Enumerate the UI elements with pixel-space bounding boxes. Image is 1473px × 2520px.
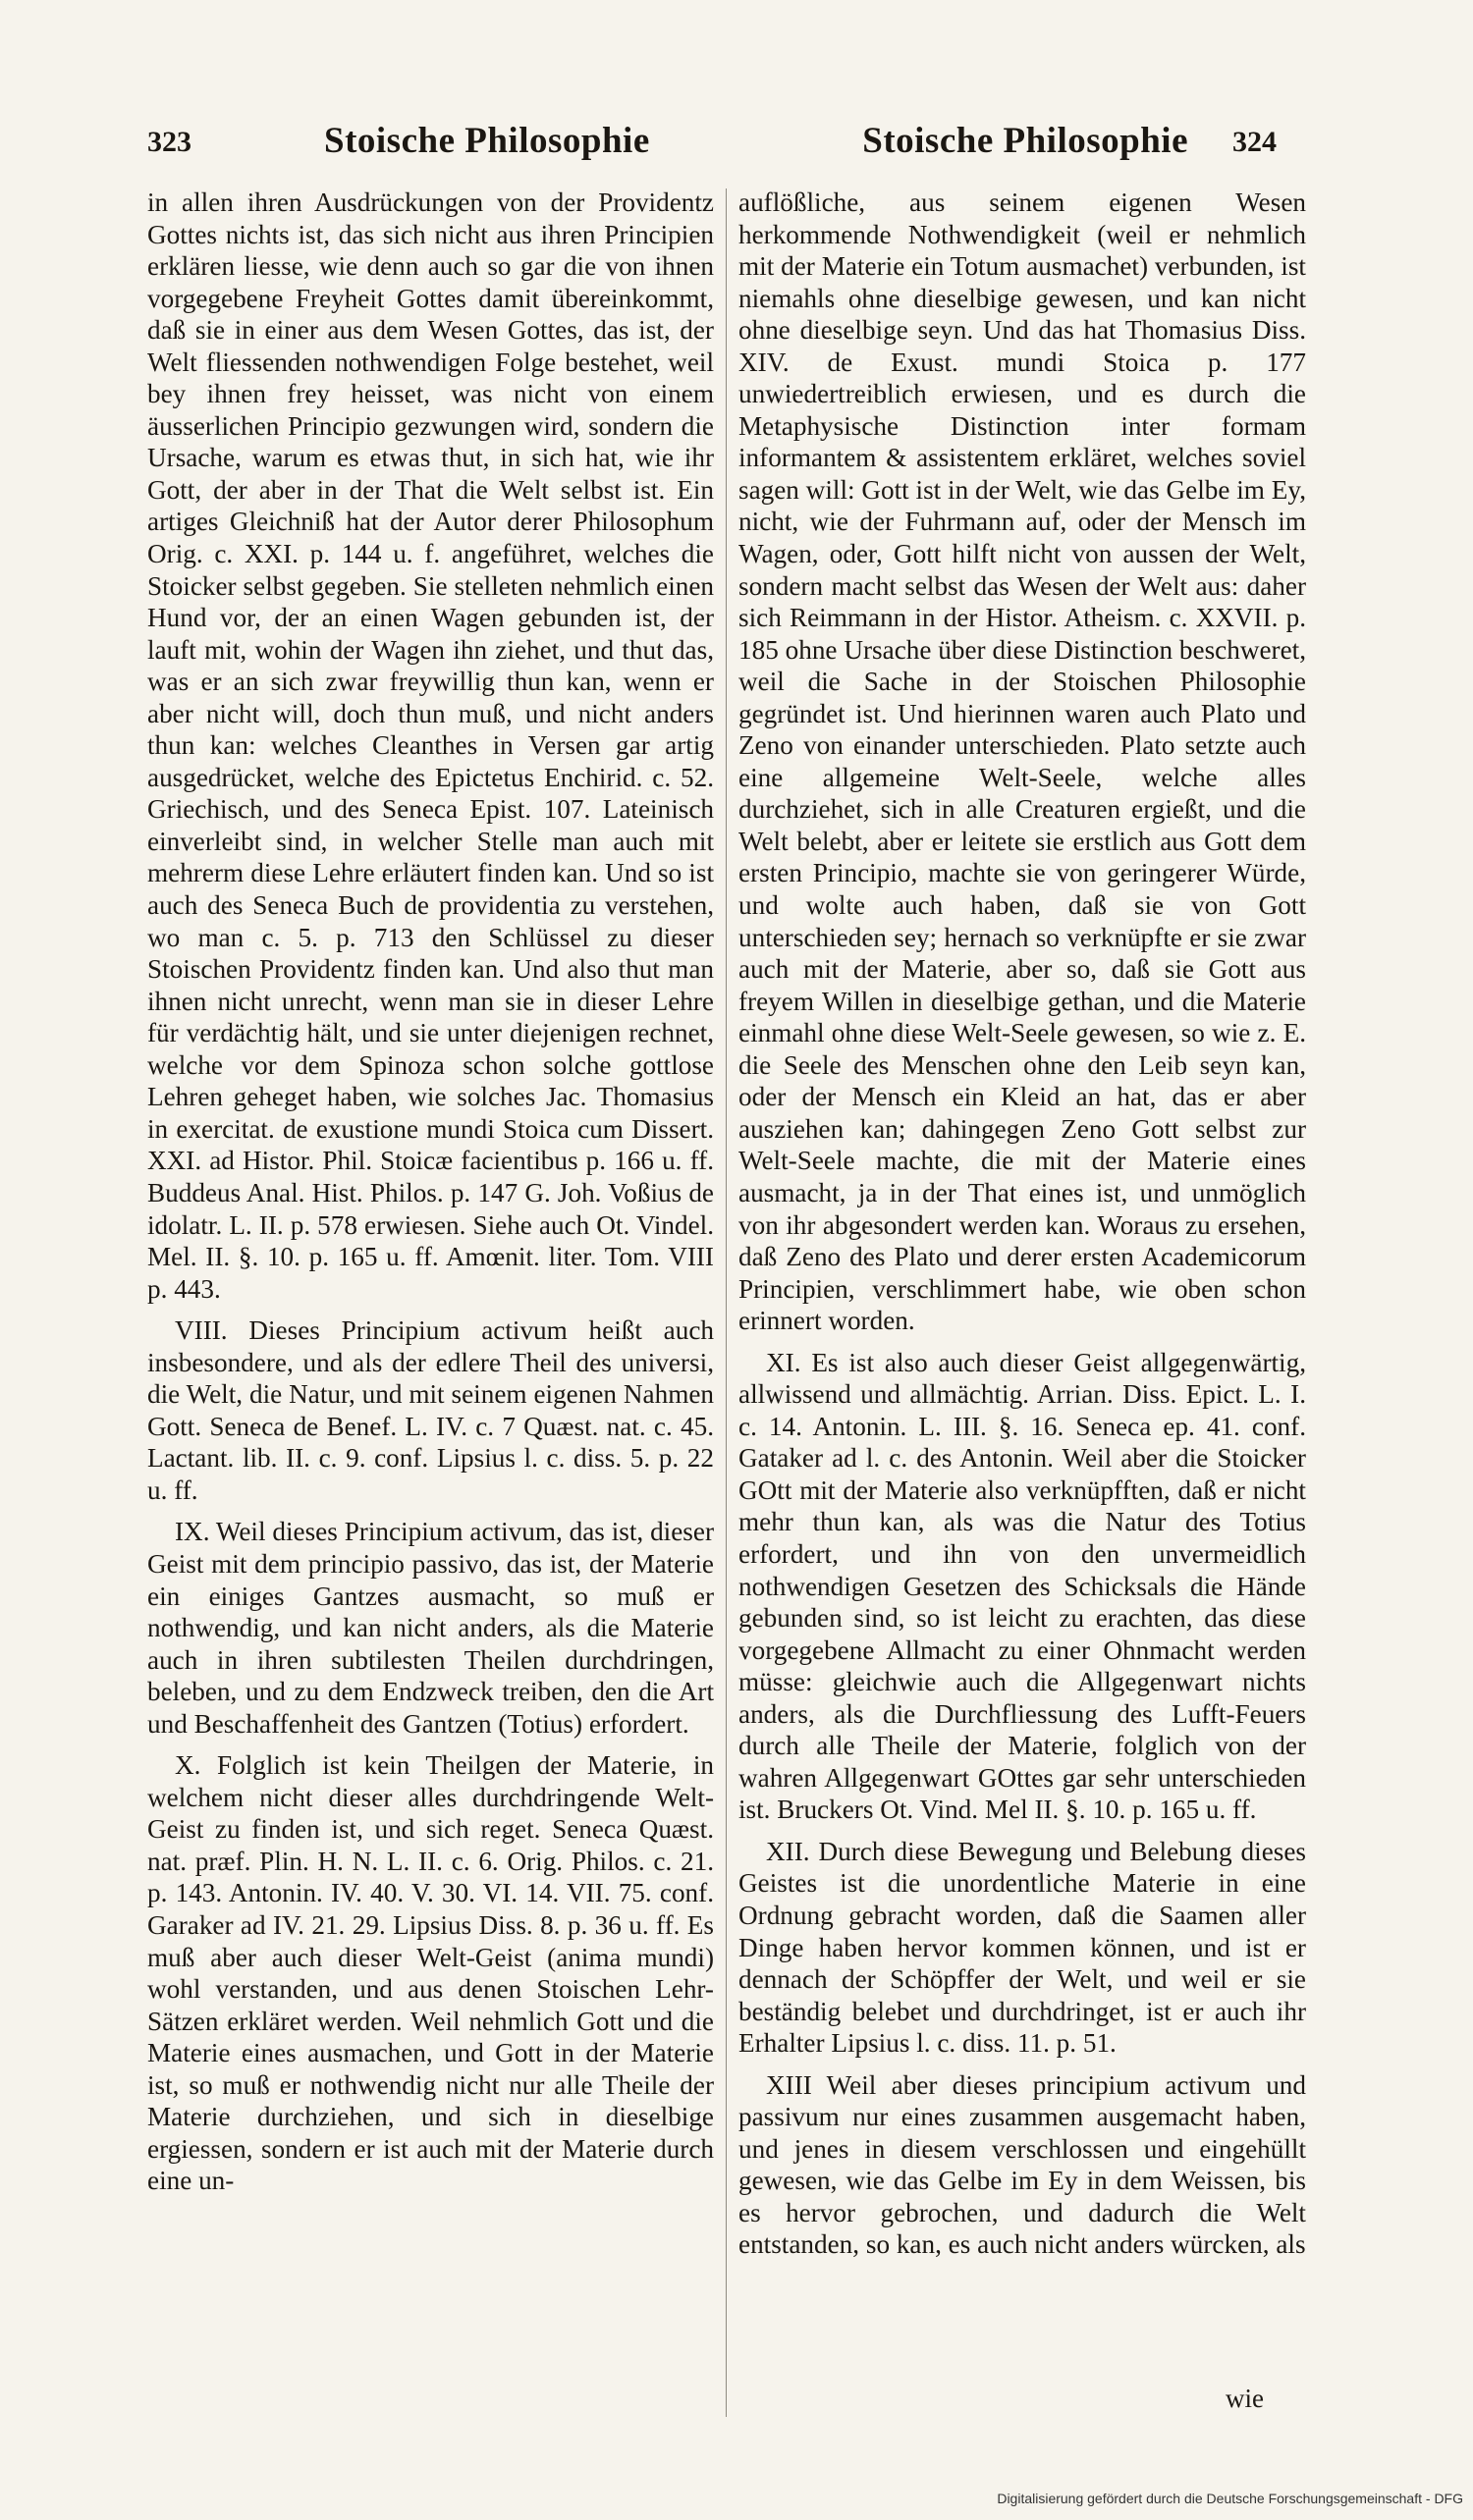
paragraph-x: X. Folglich ist kein Theilgen der Materie, in welchem nicht dieser alles durchdringende Welt-Geist zu finden ist, und sich reget. Seneca Quæst. nat. præf. Plin. H. N. L. II. c. 6. Orig. Philos. c. 21. p. 143. Antonin. IV. 40. V. 30. VI. 14. VII. 75. conf. Garaker ad IV. 21. 29. Lipsius Diss. 8. p. 36 u. ff. Es muß aber auch dieser Welt-Geist (anima mundi) wohl verstanden, und aus denen Stoischen Lehr-Sätzen erkläret werden. Weil nehmlich Gott und die Materie eines ausmachen, und Gott in der Materie ist, so muß er nothwendig nicht nur alle Theile der Materie durchziehen, und sich in dieselbige ergiessen, sondern er ist auch mit der Materie durch eine un- — [147, 1750, 714, 2196]
paragraph-xiii: XIII Weil aber dieses principium activum und passivum nur eines zusammen ausgemacht haben, und jenes in diesem verschlossen und eingehüllt gewesen, wie das Gelbe im Ey in dem Weissen, bis es hervor gebrochen, und dadurch die Welt entstanden, so kan, es auch nicht anders würcken, als — [738, 2069, 1306, 2260]
catchword: wie — [1226, 2384, 1264, 2413]
column-divider — [726, 188, 727, 2417]
running-header — [147, 116, 1277, 175]
paragraph-xii: XII. Durch diese Bewegung und Belebung dieses Geistes ist die unordentliche Materie in eine Ordnung gebracht worden, daß die Saamen aller Dinge haben hervor kommen können, und ist er dennach der Schöpffer der Welt, und weil er sie beständig belebet und durchdringet, ist er auch ihr Erhalter Lipsius l. c. diss. 11. p. 51. — [738, 1836, 1306, 2059]
paragraph-xi: XI. Es ist also auch dieser Geist allgegenwärtig, allwissend und allmächtig. Arrian. Diss. Epict. L. I. c. 14. Antonin. L. III. §. 16. Seneca ep. 41. conf. Gataker ad l. c. des Antonin. Weil aber die Stoicker GOtt mit der Materie also verknüpfften, daß er nicht mehr thun kan, als was die Natur des Totius erfordert, und ihn von den unvermeidlich nothwendigen Gesetzen des Schicksals die Hände gebunden sind, so ist leicht zu erachten, das diese vorgegebene Allmacht zu einer Ohnmacht werden müsse: gleichwie auch die Allgegenwart nichts anders, als die Durchfliessung des Lufft-Feuers durch alle Theile der Materie, folglich von der wahren Allgegenwart GOttes gar sehr unterschieden ist. Bruckers Ot. Vind. Mel II. §. 10. p. 165 u. ff. — [738, 1347, 1306, 1825]
paragraph-ix: IX. Weil dieses Principium activum, das ist, dieser Geist mit dem principio passivo, das ist, der Materie ein einiges Gantzes ausmacht, so muß er nothwendig, und kan nicht anders, als die Materie auch in ihren subtilesten Theilen durchdringen, beleben, und zu dem Endzweck treiben, den die Art und Beschaffenheit des Gantzen (Totius) erfordert. — [147, 1517, 714, 1739]
digitization-footer: Digitalisierung gefördert durch die Deutsche Forschungsgemeinschaft - DFG — [997, 2491, 1463, 2506]
page-number-left: 323 — [147, 126, 191, 158]
paragraph-viii: VIII. Dieses Principium activum heißt auch insbesondere, und als der edlere Theil des universi, die Welt, die Natur, und mit seinem eigenen Nahmen Gott. Seneca de Benef. L. IV. c. 7 Quæst. nat. c. 45. Lactant. lib. II. c. 9. conf. Lipsius l. c. diss. 5. p. 22 u. ff. — [147, 1315, 714, 1505]
running-title-left: Stoische Philosophie — [324, 121, 650, 161]
right-column — [738, 187, 1306, 2261]
paragraph-continuation: in allen ihren Ausdrückungen von der Providentz Gottes nichts ist, das sich nicht aus ihren Principien erklären liesse, wie denn auch so gar die von ihnen vorgegebene Freyheit Gottes damit übereinkommt, daß sie in einer aus dem Wesen Gottes, das ist, der Welt fliessenden nothwendigen Folge bestehet, weil bey ihnen frey heisset, was nicht von einem äusserlichen Principio gezwungen wird, sondern die Ursache, warum es etwas thut, in sich hat, wie ihr Gott, der aber in der That die Welt selbst ist. Ein artiges Gleichniß hat der Autor derer Philosophum Orig. c. XXI. p. 144 u. f. angeführet, welches die Stoicker selbst gegeben. Sie stelleten nehmlich einen Hund vor, der an einen Wagen gebunden ist, der lauft mit, wohin der Wagen ihn ziehet, und thut das, was er an sich zwar freywillig thun kan, wenn er aber nicht will, doch thun muß, und nicht anders thun kan: welches Cleanthes in Versen gar artig ausgedrücket, welche des Epictetus Enchirid. c. 52. Griechisch, und des Seneca Epist. 107. Lateinisch einverleibt sind, in welcher Stelle man auch mit mehrerm diese Lehre erläutert finden kan. Und so ist auch des Seneca Buch de providentia zu verstehen, wo man c. 5. p. 713 den Schlüssel zu dieser Stoischen Providentz finden kan. Und also thut man ihnen nicht unrecht, wenn man sie in dieser Lehre für verdächtig hält, und sie unter diejenigen rechnet, welche vor dem Spinoza schon solche gottlose Lehren geheget haben, wie solches Jac. Thomasius in exercitat. de exustione mundi Stoica cum Dissert. XXI. ad Histor. Phil. Stoicæ facientibus p. 166 u. ff. Buddeus Anal. Hist. Philos. p. 147 G. Joh. Voßius de idolatr. L. II. p. 578 erwiesen. Siehe auch Ot. Vindel. Mel. II. §. 10. p. 165 u. ff. Amœnit. liter. Tom. VIII p. 443. — [147, 188, 714, 1304]
left-column — [147, 187, 714, 2197]
page-number-right: 324 — [1232, 126, 1277, 158]
paragraph-continued: auflößliche, aus seinem eigenen Wesen herkommende Nothwendigkeit (weil er nehmlich mit der Materie ein Totum ausmachet) verbunden, ist niemahls ohne dieselbige gewesen, und kan nicht ohne dieselbige seyn. Und das hat Thomasius Diss. XIV. de Exust. mundi Stoica p. 177 unwiedertreiblich erwiesen, und es durch die Metaphysische Distinction inter formam informantem & assistentem erkläret, welches soviel sagen will: Gott ist in der Welt, wie das Gelbe im Ey, nicht, wie der Fuhrmann auf, oder der Mensch im Wagen, oder, Gott hilft nicht von aussen der Welt, sondern macht selbst das Wesen der Welt aus: daher sich Reimmann in der Histor. Atheism. c. XXVII. p. 185 ohne Ursache über diese Distinction beschweret, weil die Sache in der Stoischen Philosophie gegründet ist. Und hierinnen waren auch Plato und Zeno von einander unterschieden. Plato setzte auch eine allgemeine Welt-Seele, welche alles durchziehet, sich in alle Creaturen ergießt, und die Welt belebt, aber er leitete sie erstlich aus Gott dem ersten Principio, machte sie von geringerer Würde, und wolte auch haben, daß sie von Gott unterschieden sey; hernach so verknüpfte er sie zwar auch mit der Materie, aber so, daß sie Gott aus freyem Willen in dieselbige gethan, und die Materie einmahl ohne diese Welt-Seele gewesen, so wie z. E. die Seele des Menschen ohne den Leib seyn kan, oder der Mensch ein Kleid an hat, das er aber ausziehen kan; dahingegen Zeno Gott selbst zur Welt-Seele machte, die mit der Materie eines ausmacht, ja in der That eines ist, und unmöglich von ihr abgesondert werden kan. Woraus zu ersehen, daß Zeno des Plato und derer ersten Academicorum Principien, verschlimmert habe, wie oben schon erinnert worden. — [738, 188, 1306, 1336]
running-title-right: Stoische Philosophie — [862, 121, 1188, 161]
